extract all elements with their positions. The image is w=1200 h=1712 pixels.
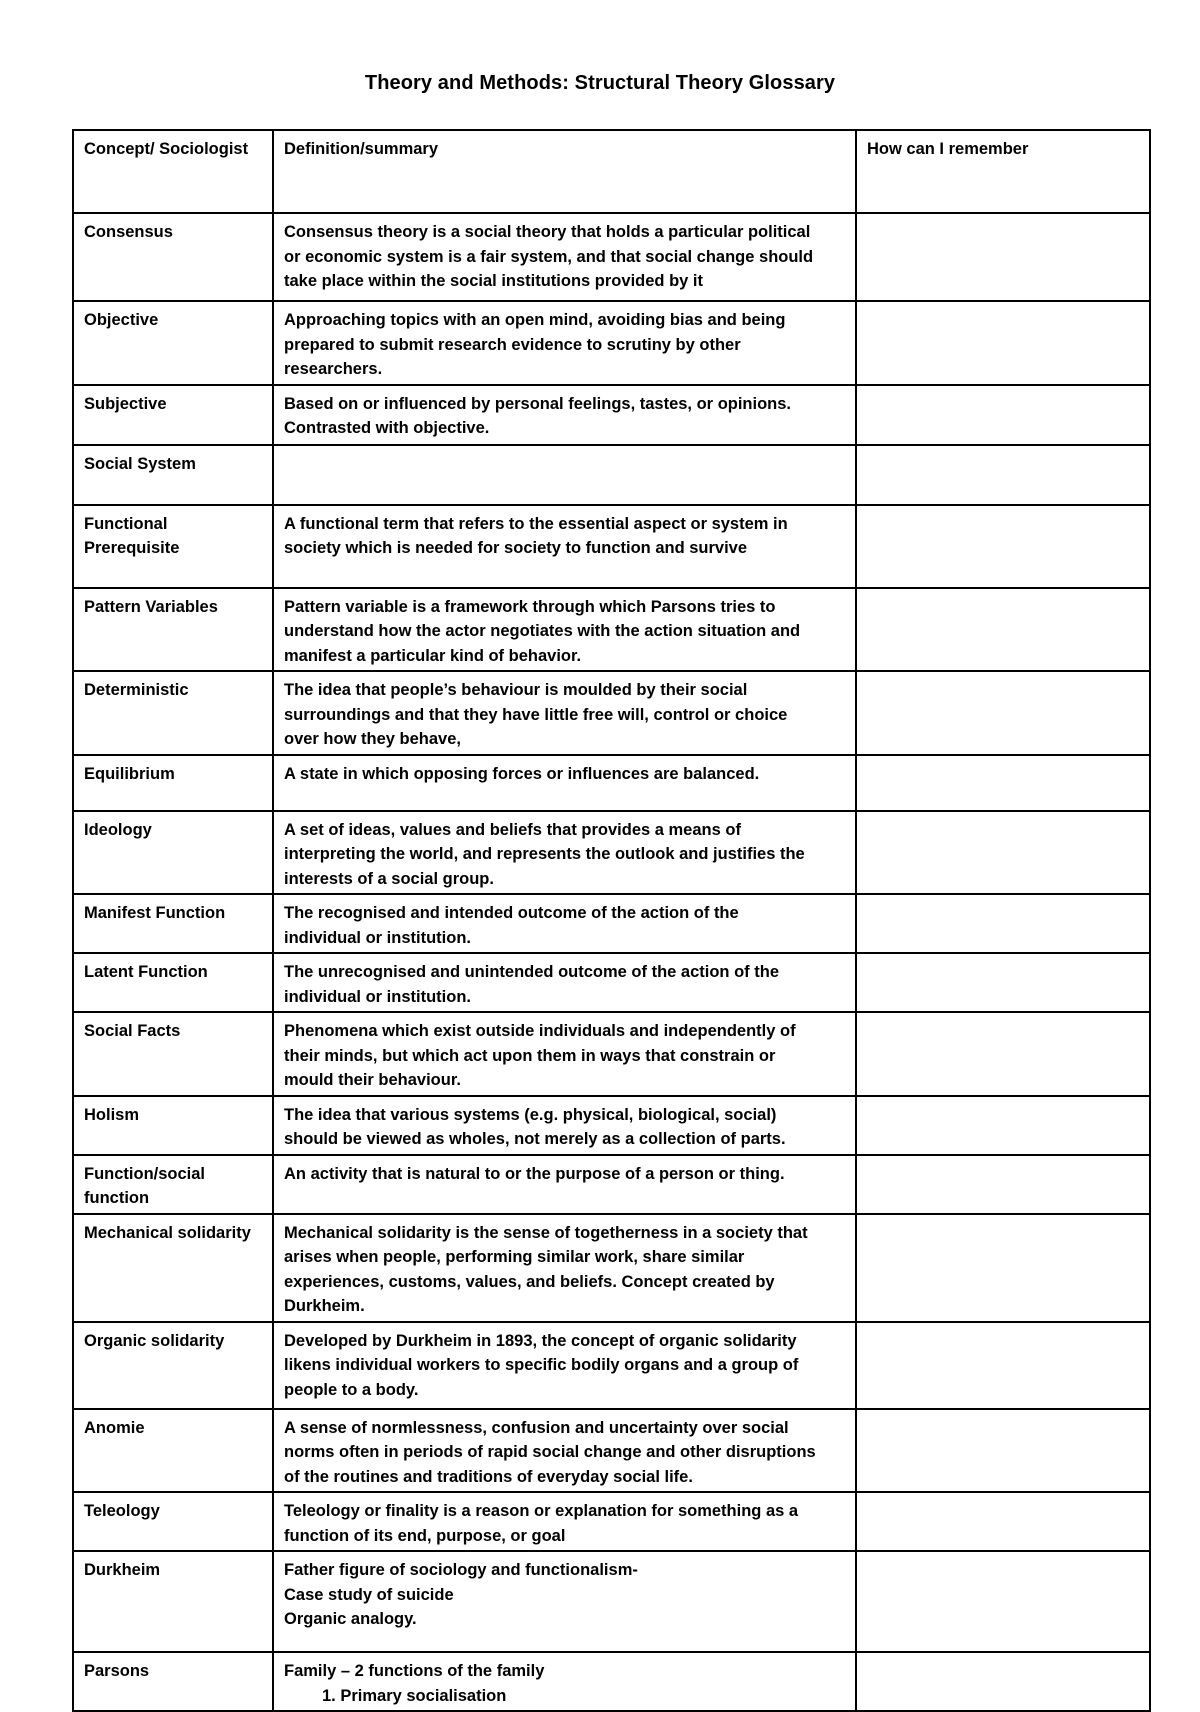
definition-cell bbox=[273, 385, 856, 445]
definition-line: Based on or influenced by personal feelings, tastes, or opinions. bbox=[284, 394, 792, 413]
concept-cell: Subjective bbox=[73, 385, 273, 445]
concept-cell: Organic solidarity bbox=[73, 1322, 273, 1409]
definition-line: The idea that people’s behaviour is moulded by their social bbox=[284, 681, 748, 699]
concept-cell: Latent Function bbox=[73, 953, 273, 1012]
definition-line: Organic analogy. bbox=[284, 1610, 417, 1628]
definition-line: An activity that is natural to or the purpose of a person or thing. bbox=[284, 1164, 785, 1183]
definition-line: surroundings and that they have little free will, control or choice bbox=[284, 705, 788, 724]
definition-line: people to a body. bbox=[284, 1380, 419, 1399]
definition-cell bbox=[273, 1551, 856, 1652]
definition-cell bbox=[273, 213, 856, 301]
definition-cell bbox=[273, 671, 856, 755]
definition-line: Teleology or finality is a reason or explanation for something as a bbox=[284, 1502, 799, 1520]
table-row bbox=[73, 671, 1150, 755]
definition-line: Phenomena which exist outside individuals and independently of bbox=[284, 1022, 796, 1040]
definition-line: Consensus theory is a social theory that holds a particular political bbox=[284, 223, 811, 241]
definition-cell bbox=[273, 1652, 856, 1711]
definition-line: interests of a social group. bbox=[284, 869, 494, 888]
definition-line: interpreting the world, and represents the outlook and justifies the bbox=[284, 845, 805, 863]
definition-line: should be viewed as wholes, not merely as a collection of parts. bbox=[284, 1130, 786, 1148]
concept-cell: Equilibrium bbox=[73, 755, 273, 811]
definition-line: mould their behaviour. bbox=[284, 1071, 461, 1089]
remember-cell[interactable] bbox=[856, 385, 1150, 445]
definition-line: arises when people, performing similar work, share similar bbox=[284, 1248, 745, 1266]
definition-cell bbox=[273, 445, 856, 505]
concept-cell: Social Facts bbox=[73, 1012, 273, 1096]
definition-cell bbox=[273, 894, 856, 953]
table-row bbox=[73, 588, 1150, 672]
concept-cell: Consensus bbox=[73, 213, 273, 301]
definition-line: function of its end, purpose, or goal bbox=[284, 1526, 566, 1545]
definition-line: Developed by Durkheim in 1893, the concept of organic solidarity bbox=[284, 1331, 797, 1350]
definition-line: norms often in periods of rapid social change and other disruptions bbox=[284, 1443, 816, 1461]
remember-cell[interactable] bbox=[856, 1492, 1150, 1551]
table-row bbox=[73, 1096, 1150, 1155]
table-row bbox=[73, 894, 1150, 953]
concept-cell: Functional Prerequisite bbox=[73, 505, 273, 588]
remember-cell[interactable] bbox=[856, 213, 1150, 301]
remember-cell[interactable] bbox=[856, 1551, 1150, 1652]
definition-line: A set of ideas, values and beliefs that provides a means of bbox=[284, 820, 741, 839]
remember-cell[interactable] bbox=[856, 588, 1150, 672]
definition-line: experiences, customs, values, and beliefs. Concept created by bbox=[284, 1272, 775, 1291]
table-row bbox=[73, 1155, 1150, 1214]
definition-line: Durkheim. bbox=[284, 1297, 365, 1315]
definition-cell bbox=[273, 505, 856, 588]
definition-line: of the routines and traditions of everyday social life. bbox=[284, 1467, 693, 1486]
definition-line: Mechanical solidarity is the sense of togetherness in a society that bbox=[284, 1223, 808, 1242]
remember-cell[interactable] bbox=[856, 1409, 1150, 1493]
table-row bbox=[73, 301, 1150, 385]
definition-line: A sense of normlessness, confusion and uncertainty over social bbox=[284, 1418, 789, 1437]
definition-line: individual or institution. bbox=[284, 928, 471, 947]
remember-cell[interactable] bbox=[856, 1155, 1150, 1214]
remember-cell[interactable] bbox=[856, 445, 1150, 505]
definition-line: prepared to submit research evidence to scrutiny by other bbox=[284, 335, 741, 354]
definition-line: take place within the social institutions provided by it bbox=[284, 272, 703, 290]
definition-cell bbox=[273, 1155, 856, 1214]
remember-cell[interactable] bbox=[856, 894, 1150, 953]
glossary-table bbox=[72, 129, 1151, 1712]
concept-cell: Durkheim bbox=[73, 1551, 273, 1652]
definition-line: Contrasted with objective. bbox=[284, 419, 490, 437]
definition-cell bbox=[273, 811, 856, 895]
table-header-row bbox=[73, 130, 1150, 213]
remember-cell[interactable] bbox=[856, 1012, 1150, 1096]
table-row bbox=[73, 505, 1150, 588]
definition-line: The idea that various systems (e.g. physical, biological, social) bbox=[284, 1105, 777, 1124]
definition-line: Father figure of sociology and functionalism- bbox=[284, 1561, 638, 1579]
definition-line: or economic system is a fair system, and that social change should bbox=[284, 247, 814, 266]
definition-line: Case study of suicide bbox=[284, 1585, 454, 1604]
concept-cell: Mechanical solidarity bbox=[73, 1214, 273, 1322]
table-row bbox=[73, 1012, 1150, 1096]
definition-line: Family – 2 functions of the family bbox=[284, 1662, 545, 1680]
table-row bbox=[73, 1409, 1150, 1493]
definition-line: individual or institution. bbox=[284, 987, 471, 1006]
table-row bbox=[73, 1492, 1150, 1551]
definition-line: likens individual workers to specific bodily organs and a group of bbox=[284, 1356, 799, 1374]
table-row bbox=[73, 755, 1150, 811]
remember-cell[interactable] bbox=[856, 811, 1150, 895]
table-row bbox=[73, 953, 1150, 1012]
definition-line: over how they behave, bbox=[284, 730, 461, 748]
concept-cell: Anomie bbox=[73, 1409, 273, 1493]
definition-line: 1. Primary socialisation bbox=[322, 1686, 507, 1705]
concept-cell: Parsons bbox=[73, 1652, 273, 1711]
concept-cell: Deterministic bbox=[73, 671, 273, 755]
table-row bbox=[73, 1214, 1150, 1322]
remember-cell[interactable] bbox=[856, 1214, 1150, 1322]
page-title: Theory and Methods: Structural Theory Glossary bbox=[364, 72, 836, 94]
table-row bbox=[73, 1551, 1150, 1652]
concept-cell: Ideology bbox=[73, 811, 273, 895]
definition-cell bbox=[273, 1492, 856, 1551]
definition-line: understand how the actor negotiates with the action situation and bbox=[284, 622, 801, 640]
header-concept: Concept/ Sociologist bbox=[73, 130, 273, 213]
table-row bbox=[73, 213, 1150, 301]
remember-cell[interactable] bbox=[856, 301, 1150, 385]
definition-cell bbox=[273, 588, 856, 672]
remember-cell[interactable] bbox=[856, 953, 1150, 1012]
remember-cell[interactable] bbox=[856, 505, 1150, 588]
table-row bbox=[73, 445, 1150, 505]
concept-cell: Manifest Function bbox=[73, 894, 273, 953]
definition-line: A state in which opposing forces or influences are balanced. bbox=[284, 764, 760, 783]
definition-cell bbox=[273, 301, 856, 385]
definition-line: society which is needed for society to function and survive bbox=[284, 539, 748, 557]
remember-cell[interactable] bbox=[856, 755, 1150, 811]
definition-cell bbox=[273, 755, 856, 811]
concept-cell: Holism bbox=[73, 1096, 273, 1155]
definition-line: Approaching topics with an open mind, avoiding bias and being bbox=[284, 311, 786, 329]
concept-cell: Social System bbox=[73, 445, 273, 505]
definition-cell bbox=[273, 1096, 856, 1155]
table-row bbox=[73, 385, 1150, 445]
table-row bbox=[73, 1322, 1150, 1409]
remember-cell[interactable] bbox=[856, 1322, 1150, 1409]
concept-cell: Teleology bbox=[73, 1492, 273, 1551]
table-row bbox=[73, 811, 1150, 895]
definition-cell bbox=[273, 953, 856, 1012]
remember-cell[interactable] bbox=[856, 1652, 1150, 1711]
definition-cell bbox=[273, 1322, 856, 1409]
header-remember: How can I remember bbox=[856, 130, 1150, 213]
remember-cell[interactable] bbox=[856, 1096, 1150, 1155]
definition-line: The unrecognised and unintended outcome of the action of the bbox=[284, 963, 780, 981]
definition-line: The recognised and intended outcome of the action of the bbox=[284, 904, 739, 922]
definition-cell bbox=[273, 1214, 856, 1322]
definition-line: A functional term that refers to the essential aspect or system in bbox=[284, 514, 788, 533]
definition-line: their minds, but which act upon them in ways that constrain or bbox=[284, 1046, 776, 1065]
definition-line: Pattern variable is a framework through which Parsons tries to bbox=[284, 597, 776, 616]
definition-cell bbox=[273, 1012, 856, 1096]
table-row bbox=[73, 1652, 1150, 1711]
definition-line: researchers. bbox=[284, 360, 383, 378]
remember-cell[interactable] bbox=[856, 671, 1150, 755]
header-definition: Definition/summary bbox=[273, 130, 856, 213]
concept-cell: Pattern Variables bbox=[73, 588, 273, 672]
definition-cell bbox=[273, 1409, 856, 1493]
concept-cell: Function/social function bbox=[73, 1155, 273, 1214]
definition-line: manifest a particular kind of behavior. bbox=[284, 646, 582, 665]
concept-cell: Objective bbox=[73, 301, 273, 385]
